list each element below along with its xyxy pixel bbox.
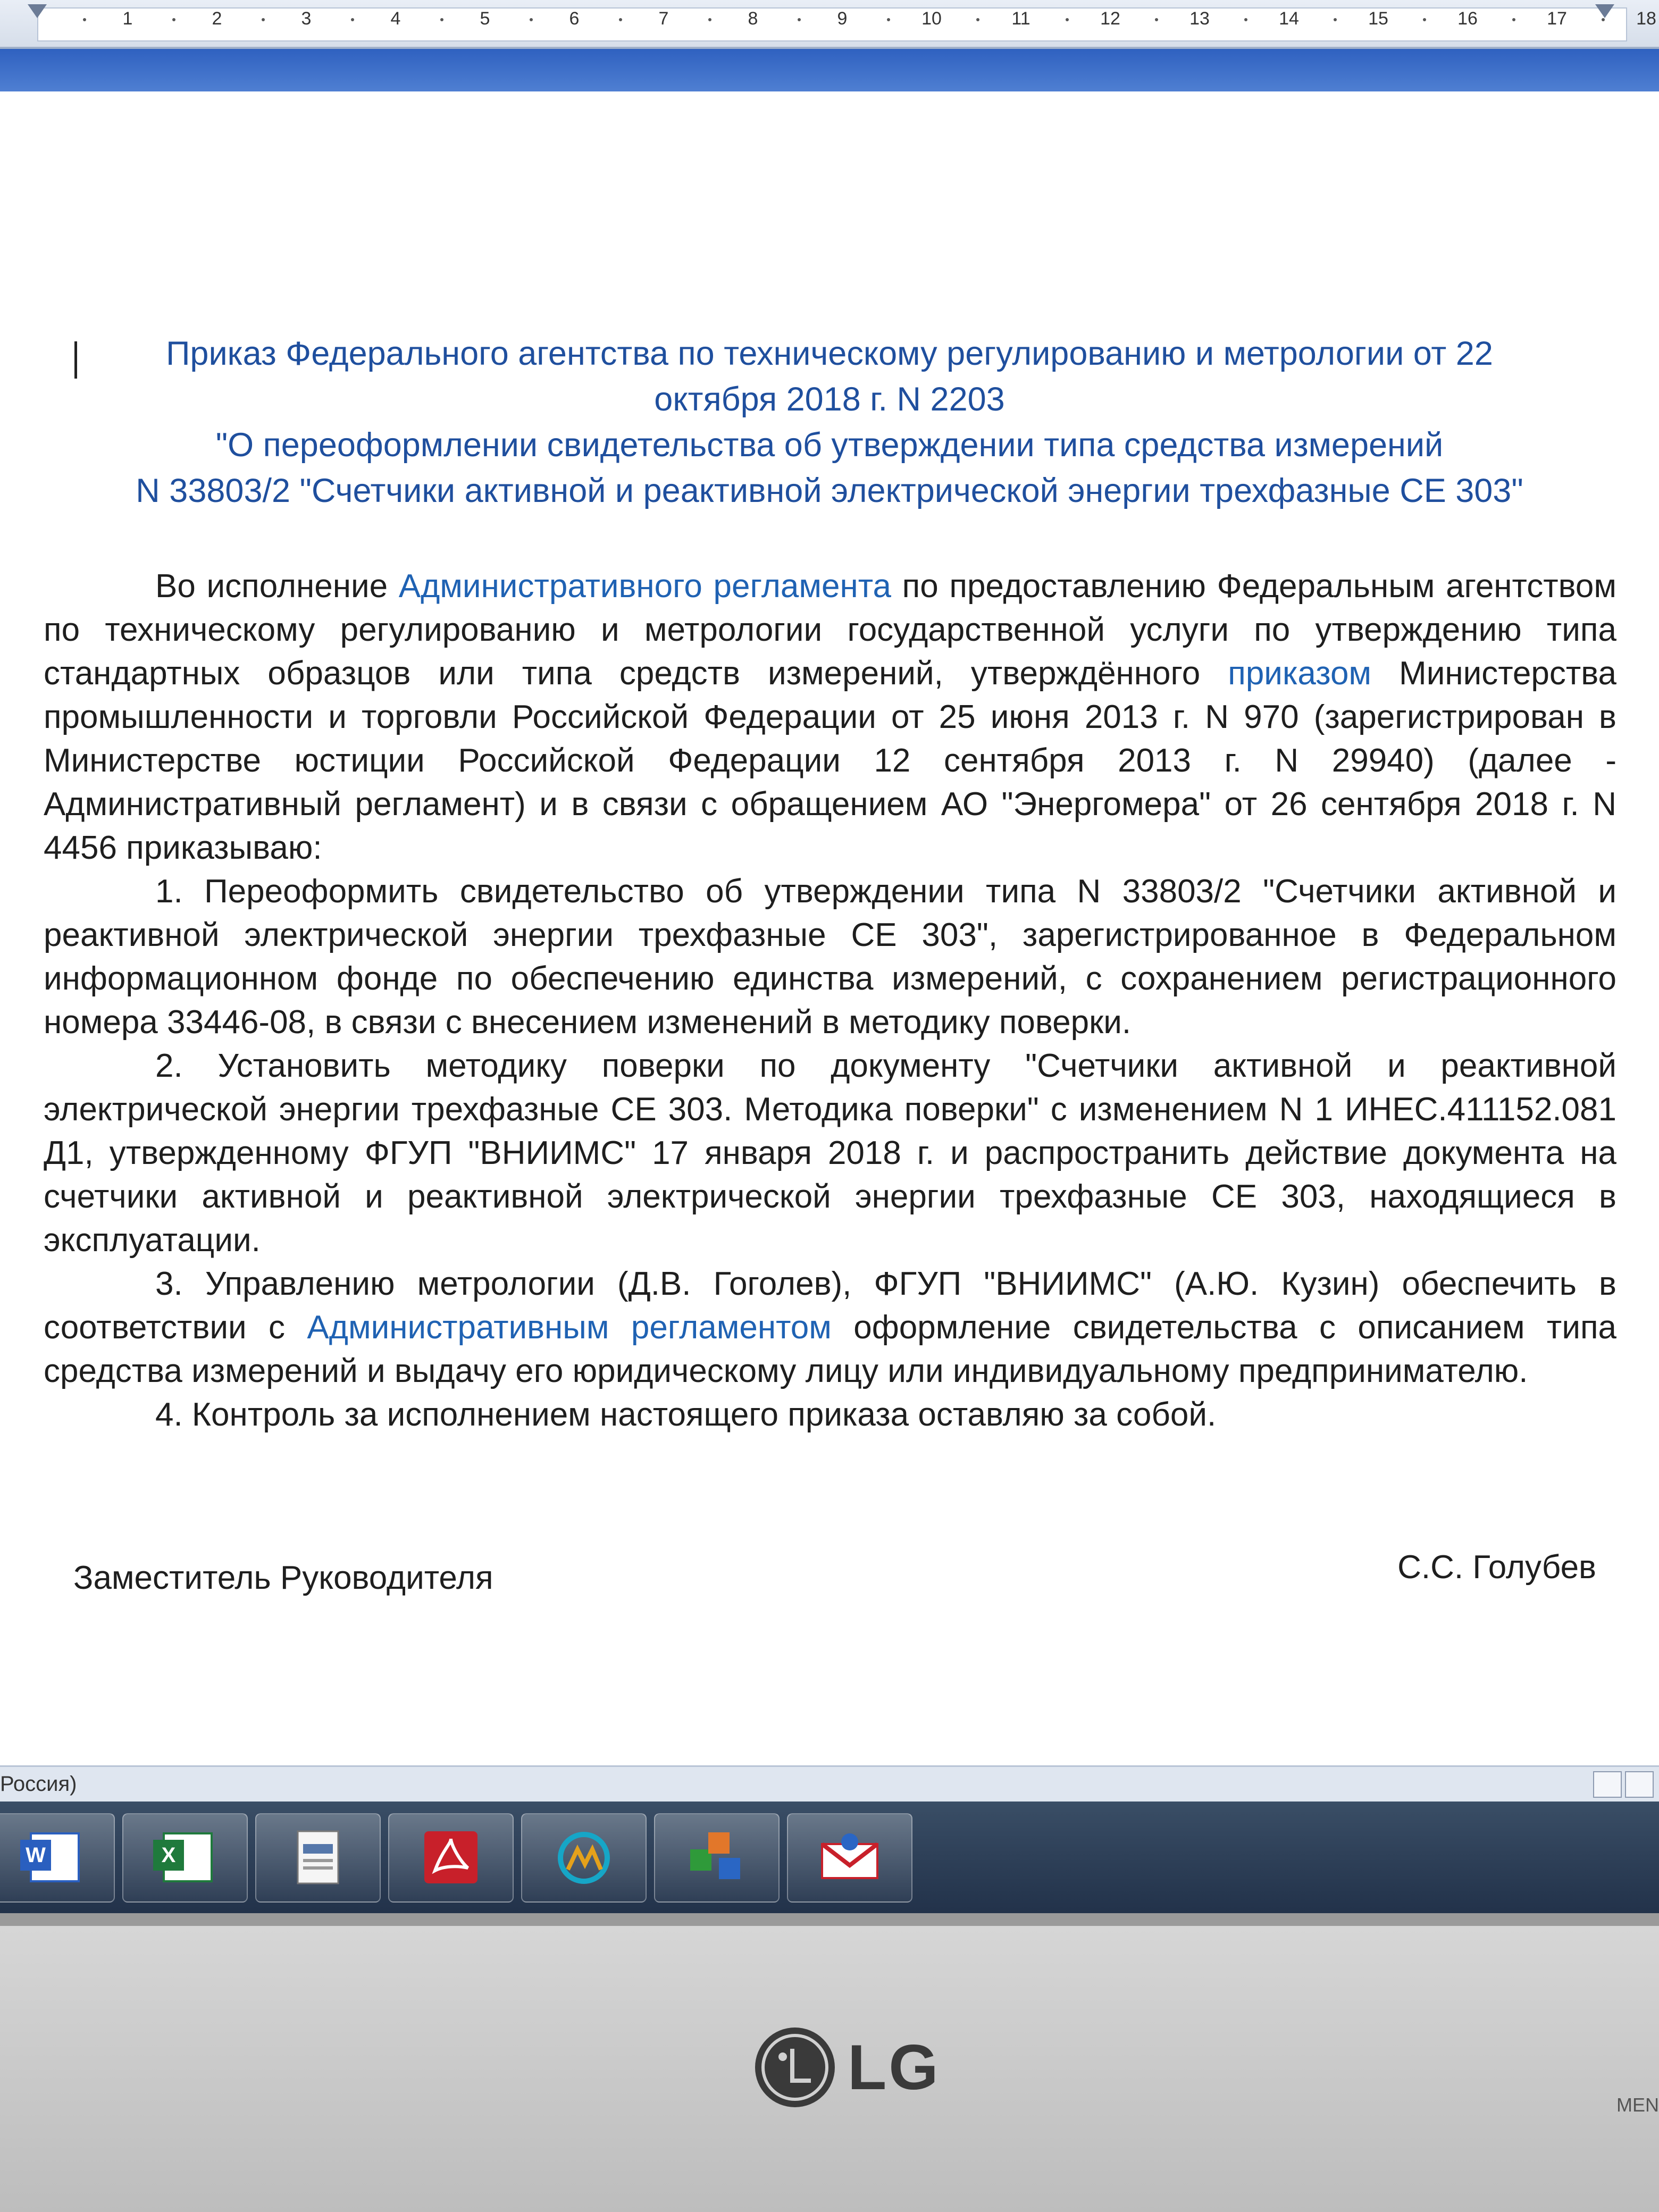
- taskbar: [0, 1802, 1659, 1913]
- paragraph-item-1: 1. Переоформить свидетельство об утверждении типа N 33803/2 "Счетчики активной и реактивной электрической энергии трехфазные СЕ 303", зарегистрированное в Федеральном информационном фонде по обеспечению единства измерений, с сохранением регистрационного номера 33446-08, в связи с внесением изменений в методику поверки.: [44, 873, 1616, 1041]
- ruler-tick-label: 1: [122, 9, 133, 29]
- preamble-text-1: Во исполнение: [155, 568, 399, 605]
- ruler-tick-label: 15: [1368, 9, 1388, 29]
- view-buttons: [1590, 1771, 1654, 1798]
- ruler-track[interactable]: [37, 7, 1627, 41]
- ruler-tick-label: 16: [1457, 9, 1478, 29]
- ruler-tick-dot: [708, 18, 711, 21]
- ruler-tick-label: 2: [212, 9, 222, 29]
- ruler-tick-dot: [351, 18, 354, 21]
- ruler-tick-dot: [619, 18, 622, 21]
- ruler-tick-dot: [262, 18, 265, 21]
- ruler-tick-label: 14: [1279, 9, 1299, 29]
- ruler-tick-dot: [1334, 18, 1337, 21]
- paragraph-item-3: [44, 1262, 1616, 1393]
- ruler-tick-label: 6: [569, 9, 580, 29]
- paragraph-preamble: [44, 565, 1616, 870]
- acrobat-icon: [419, 1828, 483, 1887]
- title-line-2: октября 2018 г. N 2203: [654, 381, 1005, 418]
- ruler-tick-dot: [440, 18, 443, 21]
- ruler-tick-label: 7: [658, 9, 669, 29]
- ecm-app-icon: [552, 1828, 616, 1887]
- document-body: [44, 565, 1616, 1437]
- title-line-3: "О переоформлении свидетельства об утверждении типа средства измерений: [215, 426, 1444, 464]
- order-link[interactable]: приказом: [1228, 655, 1372, 692]
- ruler-tick-label: 3: [301, 9, 312, 29]
- ruler-tick-dot: [83, 18, 86, 21]
- word-icon: [20, 1828, 84, 1887]
- ruler-tick-dot: [172, 18, 175, 21]
- language-indicator[interactable]: Россия): [0, 1772, 77, 1796]
- ruler-tick-dot: [530, 18, 533, 21]
- admin-regulation-link[interactable]: Административного регламента: [398, 568, 891, 605]
- taskbar-excel[interactable]: [122, 1813, 248, 1903]
- ruler-tick-label: 11: [1011, 9, 1030, 29]
- bezel-inner-edge: [0, 1913, 1659, 1926]
- ruler-tick-dot: [1244, 18, 1247, 21]
- item-3-text-1: 3. Управлению метрологии (Д.В. Гоголев), ФГУП "ВНИИМС" (А.Ю. Кузин) обеспечить в соответствии с: [44, 1266, 1616, 1346]
- ruler-tick-dot: [1512, 18, 1515, 21]
- title-line-1: Приказ Федерального агентства по техническому регулированию и метрологии от 22: [166, 335, 1493, 372]
- horizontal-ruler[interactable]: [0, 0, 1659, 49]
- ruler-tick-dot: [1602, 18, 1605, 21]
- monitor-bezel: [0, 1913, 1659, 2212]
- right-indent-marker[interactable]: [1595, 4, 1614, 18]
- ruler-tick-dot: [1066, 18, 1069, 21]
- ruler-tick-label: 17: [1547, 9, 1567, 29]
- excel-icon: [153, 1828, 217, 1887]
- monitor-brand: LG: [848, 2032, 941, 2103]
- ruler-tick-dot: [1155, 18, 1158, 21]
- print-layout-view-button[interactable]: [1593, 1771, 1622, 1798]
- ruler-tick-label: 9: [837, 9, 848, 29]
- mail-app-icon: [818, 1828, 882, 1887]
- monitor-menu-button[interactable]: MEN: [1616, 2094, 1659, 2116]
- taskbar-ecm-app[interactable]: [521, 1813, 647, 1903]
- title-line-4: N 33803/2 "Счетчики активной и реактивной электрической энергии трехфазные СЕ 303": [136, 472, 1523, 509]
- ribbon-band: [0, 49, 1659, 91]
- signature-position: Заместитель Руководителя: [73, 1560, 493, 1596]
- ruler-tick-dot: [798, 18, 801, 21]
- preamble-text-2: по предоставлению Федеральным агентством по техническому регулированию и метрологии государственной услуги по утверждению типа стандартных образцов или типа средств измерений, утверждённого: [44, 568, 1616, 692]
- ruler-tick-label: 12: [1100, 9, 1120, 29]
- ruler-tick-label: 8: [748, 9, 758, 29]
- ruler-tick-dot: [887, 18, 890, 21]
- signature-name: С.С. Голубев: [1397, 1549, 1596, 1586]
- ruler-tick-label: 10: [921, 9, 942, 29]
- document-page[interactable]: [0, 91, 1659, 1765]
- abc-app-icon: [685, 1828, 749, 1887]
- ruler-tick-dot: [1423, 18, 1426, 21]
- ruler-tick-dot: [976, 18, 979, 21]
- reading-view-button[interactable]: [1625, 1771, 1654, 1798]
- svg-text:X: X: [161, 1844, 176, 1867]
- taskbar-abc-app[interactable]: [654, 1813, 780, 1903]
- monitor-logo: [755, 2025, 941, 2110]
- paragraph-item-2: 2. Установить методику поверки по документу "Счетчики активной и реактивной электрической энергии трехфазные СЕ 303. Методика поверки" с изменением N 1 ИНЕС.411152.081 Д1, утвержденному ФГУП "ВНИИМС" 17 января 2018 г. и распространить действие документа на счетчики активной и реактивной электрической энергии трехфазные СЕ 303, находящиеся в эксплуатации.: [44, 1048, 1616, 1259]
- paragraph-item-4: 4. Контроль за исполнением настоящего приказа оставляю за собой.: [155, 1396, 1217, 1433]
- document-icon: [286, 1828, 350, 1887]
- svg-text:W: W: [26, 1844, 46, 1867]
- ruler-tick-label: 4: [390, 9, 401, 29]
- left-indent-marker[interactable]: [28, 4, 47, 18]
- document-title: [64, 331, 1595, 514]
- taskbar-word[interactable]: [0, 1813, 115, 1903]
- taskbar-acrobat[interactable]: [388, 1813, 514, 1903]
- ruler-tick-label: 5: [480, 9, 490, 29]
- item-3-text-2: оформление свидетельства с описанием типа средства измерений и выдачу его юридическому лицу или индивидуальному предпринимателю.: [44, 1309, 1617, 1389]
- preamble-text-3: Министерства промышленности и торговли Российской Федерации от 25 июня 2013 г. N 970 (зарегистрирован в Министерстве юстиции Российской Федерации 12 сентября 2013 г. N 29940) (далее - Административный регламент) и в связи с обращением АО "Энергомера" от 26 сентября 2018 г. N 4456 приказываю:: [44, 655, 1616, 866]
- ruler-tick-label: 18: [1636, 9, 1656, 29]
- taskbar-mail-app[interactable]: [787, 1813, 912, 1903]
- ruler-tick-label: 13: [1189, 9, 1210, 29]
- taskbar-document[interactable]: [255, 1813, 381, 1903]
- admin-regulation-link-2[interactable]: Административным регламентом: [307, 1309, 832, 1346]
- lg-logo-icon: [755, 2027, 835, 2107]
- status-bar: [0, 1765, 1659, 1803]
